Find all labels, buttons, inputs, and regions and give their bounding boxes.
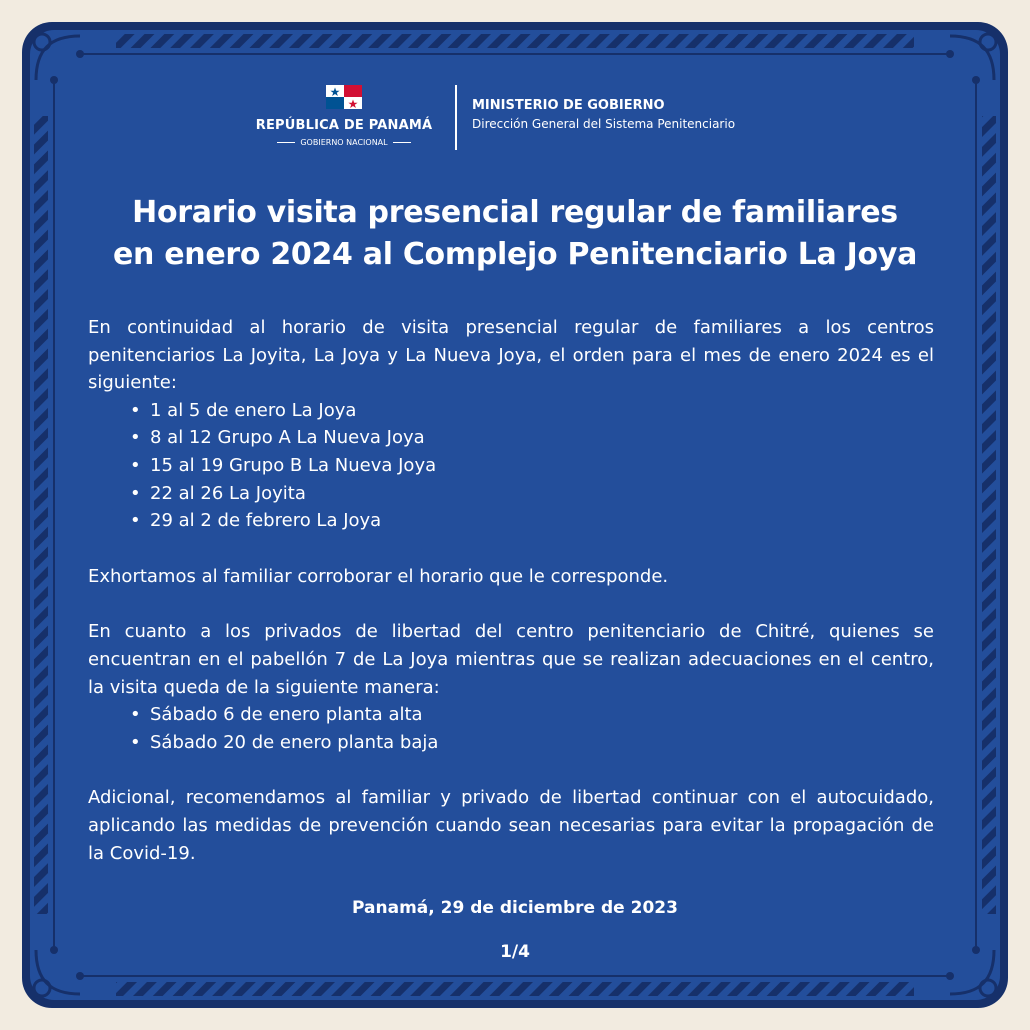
title-line-1: Horario visita presencial regular de familiares (132, 195, 898, 230)
chitre-schedule-item: • Sábado 20 de enero planta baja (150, 729, 934, 757)
chitre-schedule-list (88, 701, 934, 756)
schedule-item: • 15 al 19 Grupo B La Nueva Joya (150, 452, 934, 480)
ministry-name: MINISTERIO DE GOBIERNO (472, 98, 665, 113)
schedule-item: • 29 al 2 de febrero La Joya (150, 507, 934, 535)
schedule-list (88, 397, 934, 535)
announcement-board (20, 20, 1010, 1010)
page-title (60, 192, 970, 276)
chitre-schedule-item: • Sábado 6 de enero planta alta (150, 701, 934, 729)
directorate-name: Dirección General del Sistema Penitenciario (472, 117, 736, 131)
title-line-2: en enero 2024 al Complejo Penitenciario La Joya (112, 237, 918, 272)
issue-date: Panamá, 29 de diciembre de 2023 (352, 898, 678, 918)
chitre-paragraph: En cuanto a los privados de libertad del centro penitenciario de Chitré, quienes se encuentran en el pabellón 7 de La Joya mientras que se realizan adecuaciones en el centro, la visita queda de la siguiente manera: (88, 621, 934, 698)
exhort-paragraph: Exhortamos al familiar corroborar el horario que le corresponde. (88, 565, 669, 587)
notice-body (88, 314, 934, 867)
closing-paragraph: Adicional, recomendamos al familiar y privado de libertad continuar con el autocuidado, aplicando las medidas de prevención cuando sean necesarias para evitar la propagación de la Covid-19. (88, 787, 934, 864)
schedule-item: • 1 al 5 de enero La Joya (150, 397, 934, 425)
header (20, 82, 1010, 162)
page-number: 1/4 (500, 942, 530, 962)
panama-flag-icon (326, 85, 362, 109)
header-divider (455, 85, 457, 150)
schedule-item: • 22 al 26 La Joyita (150, 480, 934, 508)
schedule-item: • 8 al 12 Grupo A La Nueva Joya (150, 424, 934, 452)
intro-paragraph: En continuidad al horario de visita presencial regular de familiares a los centros penitenciarios La Joyita, La Joya y La Nueva Joya, el orden para el mes de enero 2024 es el siguiente: (88, 317, 934, 394)
government-label: GOBIERNO NACIONAL (244, 138, 444, 147)
country-name: REPÚBLICA DE PANAMÁ (255, 118, 433, 133)
